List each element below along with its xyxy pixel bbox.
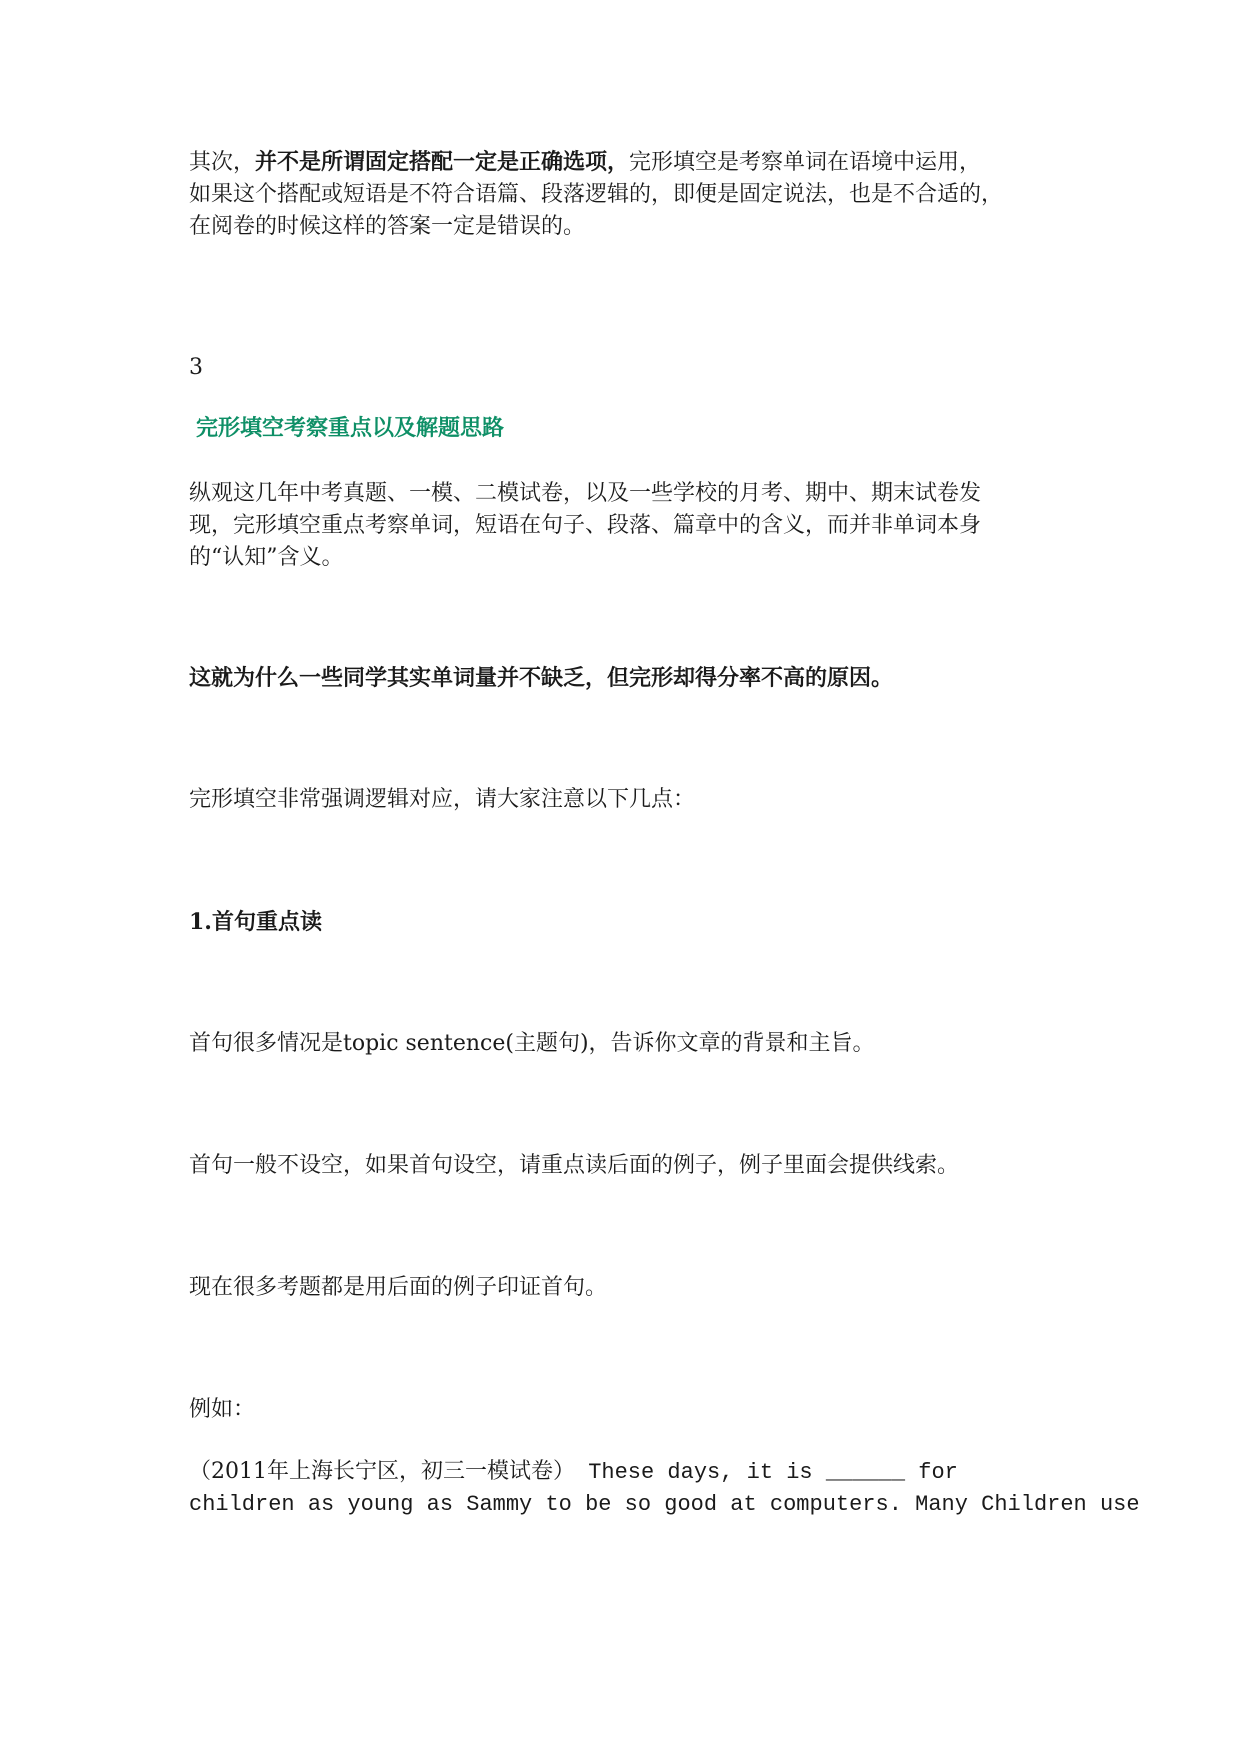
bold-note: 这就为什么一些同学其实单词量并不缺乏，但完形却得分率不高的原因。	[189, 665, 894, 691]
paragraph-line	[189, 146, 1069, 179]
paragraph-exam-overview	[189, 478, 1069, 574]
bold-emphasis: 并不是所谓固定搭配一定是正确选项，	[255, 149, 630, 175]
point1-text-blank: 首句一般不设空，如果首句设空，请重点读后面的例子，例子里面会提供线索。	[189, 1153, 960, 1178]
text-lead: 其次，	[189, 150, 256, 175]
section-heading: 完形填空考察重点以及解题思路	[196, 416, 505, 441]
example-text: These days, it is ______ for	[575, 1460, 958, 1485]
paragraph-line: 如果这个搭配或短语是不符合语篇、段落逻辑的，即便是固定说法，也是不合适的，	[189, 182, 1004, 207]
paragraph-line: 纵观这几年中考真题、一模、二模试卷，以及一些学校的月考、期中、期末试卷发	[189, 481, 982, 506]
paragraph-line: 在阅卷的时候这样的答案一定是错误的。	[189, 214, 586, 239]
point1-text-examples: 现在很多考题都是用后面的例子印证首句。	[189, 1275, 608, 1300]
intro-points: 完形填空非常强调逻辑对应，请大家注意以下几点：	[189, 787, 696, 812]
point1-text-topic-sentence: 首句很多情况是topic sentence(主题句)，告诉你文章的背景和主旨。	[189, 1031, 875, 1056]
paragraph-fixed-collocation	[189, 146, 1069, 243]
example-label: 例如：	[189, 1397, 256, 1422]
paragraph-line: 的“认知”含义。	[189, 545, 344, 570]
section-number: 3	[189, 355, 203, 380]
paragraph-line: 现，完形填空重点考察单词，短语在句子、段落、篇章中的含义，而并非单词本身	[189, 513, 982, 538]
example-passage	[189, 1456, 1140, 1521]
point1-title: 1.首句重点读	[189, 909, 322, 935]
example-line	[189, 1456, 1069, 1489]
example-source: （2011年上海长宁区，初三一模试卷）	[189, 1459, 575, 1484]
text-rest: 完形填空是考察单词在语境中运用，	[629, 150, 982, 175]
example-line: children as young as Sammy to be so good at computers. Many Children use	[189, 1492, 1140, 1517]
